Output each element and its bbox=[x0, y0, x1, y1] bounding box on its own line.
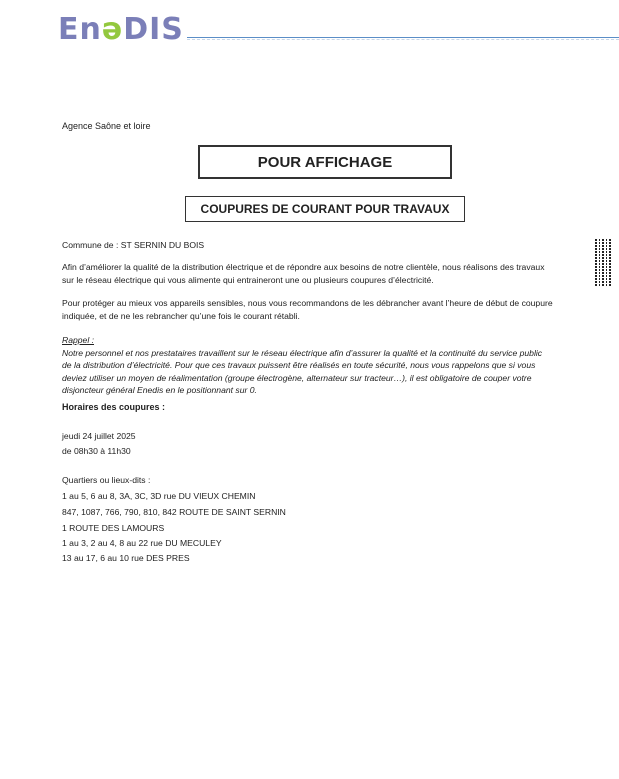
paragraph-1-line-1: Afin d’améliorer la qualité de la distribution électrique et de répondre aux besoins de notre clientèle, nous réalisons des travaux bbox=[62, 262, 545, 272]
title-box: POUR AFFICHAGE bbox=[198, 145, 452, 179]
paragraph-2-line-1: Pour protéger au mieux vos appareils sensibles, nous vous recommandons de les débrancher avant l’heure de début de coupure bbox=[62, 298, 553, 308]
subtitle-box: COUPURES DE COURANT POUR TRAVAUX bbox=[185, 196, 465, 222]
outage-date: jeudi 24 juillet 2025 bbox=[62, 431, 136, 441]
header bbox=[0, 0, 619, 60]
header-rule bbox=[187, 37, 619, 38]
rappel-line-4: disjoncteur général Enedis en le positionnant sur 0. bbox=[62, 385, 257, 395]
quartier-item: 1 au 5, 6 au 8, 3A, 3C, 3D rue DU VIEUX CHEMIN bbox=[62, 491, 256, 501]
quartier-item: 1 ROUTE DES LAMOURS bbox=[62, 523, 165, 533]
quartiers-title: Quartiers ou lieux-dits : bbox=[62, 475, 151, 485]
logo-part-1: En bbox=[58, 12, 102, 47]
commune: Commune de : ST SERNIN DU BOIS bbox=[62, 240, 205, 250]
logo-part-3: DIS bbox=[123, 12, 184, 47]
rappel-label: Rappel : bbox=[62, 335, 95, 345]
paragraph-2-line-2: indiquée, et de ne les rebrancher qu’une fois le courant rétabli. bbox=[62, 310, 300, 321]
rappel-section bbox=[62, 334, 572, 397]
rappel-line-3: deviez utiliser un moyen de réalimentation (groupe électrogène, alternateur sur tracteur…), il est obligatoire de couper votre bbox=[62, 372, 532, 383]
paragraph-1 bbox=[62, 261, 572, 286]
rappel-line-2: de la distribution d’électricité. Pour que ces travaux puissent être réalisés en toute sécurité, nous vous rappelons que si vous bbox=[62, 360, 536, 370]
outage-time: de 08h30 à 11h30 bbox=[62, 446, 131, 456]
rappel-line-1: Notre personnel et nos prestataires travaillent sur le réseau électrique afin d’assurer la qualité et la continuité du service public bbox=[62, 347, 543, 358]
paragraph-2 bbox=[62, 297, 572, 322]
logo-part-2: ə bbox=[101, 12, 124, 47]
enedis-logo bbox=[58, 12, 184, 47]
quartier-item: 13 au 17, 6 au 10 rue DES PRES bbox=[62, 553, 190, 563]
paragraph-1-line-2: sur le réseau électrique qui vous alimente qui entraineront une ou plusieurs coupures d’électricité. bbox=[62, 274, 434, 285]
horaires-title: Horaires des coupures : bbox=[62, 402, 166, 412]
quartier-item: 847, 1087, 766, 790, 810, 842 ROUTE DE SAINT SERNIN bbox=[62, 507, 286, 517]
header-rule-dashed bbox=[187, 39, 619, 40]
qr-code-icon bbox=[595, 238, 611, 286]
agency-name: Agence Saône et loire bbox=[62, 121, 151, 131]
quartier-item: 1 au 3, 2 au 4, 8 au 22 rue DU MECULEY bbox=[62, 538, 222, 548]
